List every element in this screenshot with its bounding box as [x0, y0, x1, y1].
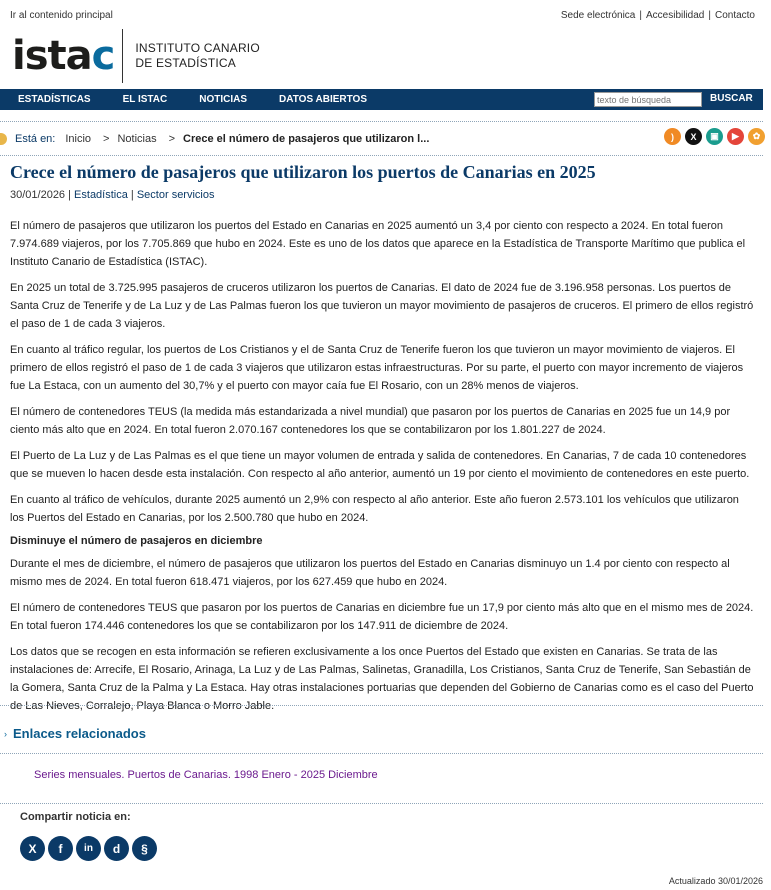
delicious-icon[interactable]: d: [104, 836, 129, 861]
logo-name-line1: INSTITUTO CANARIO: [135, 41, 260, 55]
paragraph: En cuanto al tráfico de vehículos, durante 2025 aumentó un 2,9% con respecto al año anterior. Este año fueron 2.573.101 los vehículos que utilizaron los Puertos del Estado en Canarias, por los 2.500.780 que hubo en 2024.: [10, 494, 739, 524]
social-links: [664, 128, 765, 145]
divider: [0, 753, 763, 754]
breadcrumb-inicio[interactable]: Inicio: [65, 133, 92, 145]
paragraph: El número de pasajeros que utilizaron los puertos del Estado en Canarias en 2025 aumentó un 3,4 por ciento con respecto a 2024. En total fueron 7.974.689 viajeros, por los 7.705.869 que hubo en 2024. Este es uno de los datos que aparece en la Estadística de Transporte Marítimo que publica el Instituto Canario de Estadística (ISTAC).: [10, 220, 746, 268]
x-icon[interactable]: X: [685, 128, 702, 145]
nav-datos-abiertos[interactable]: DATOS ABIERTOS: [279, 94, 368, 105]
search-input[interactable]: [594, 92, 702, 107]
breadcrumb-noticias[interactable]: Noticias: [117, 133, 157, 145]
paragraph: Durante el mes de diciembre, el número de pasajeros que utilizaron los puertos del Estado en Canarias disminuyo un 1.4 por ciento con respecto al mismo mes de 2024. En total fueron 618.471 viajeros, por los 627.459 que hubo en 2024.: [10, 558, 730, 588]
share-icons: [20, 836, 157, 861]
divider: [0, 705, 763, 706]
category-estadistica-link[interactable]: Estadística: [74, 189, 128, 201]
article-title: Crece el número de pasajeros que utilizaron los puertos de Canarias en 2025: [10, 162, 596, 182]
breadcrumb-label: Está en:: [15, 133, 56, 145]
chevron-right-icon: ›: [4, 728, 7, 739]
logo-institution-name: [135, 41, 260, 71]
accesibilidad-link[interactable]: Accesibilidad: [645, 10, 705, 21]
sede-electronica-link[interactable]: Sede electrónica: [560, 10, 636, 21]
x-icon[interactable]: X: [20, 836, 45, 861]
search-button[interactable]: BUSCAR: [710, 93, 753, 104]
related-links-title: Enlaces relacionados: [13, 726, 146, 741]
paragraph: Los datos que se recogen en esta información se refieren exclusivamente a los once Puertos del Estado que existen en Canarias. Se trata de las instalaciones de: Arrecife, El Rosario, Arinaga, La Luz y de Las Palmas, Salinetas, Granadilla, Los Cristianos, Santa Cruz de Tenerife, San Sebastián de la Gomera, Santa Cruz de la Palma y La Estaca. Hay otras instalaciones portuarias que dependen del Gobierno de Canarias como es el caso del Puerto de Las Nieves, Corralejo, Playa Blanca o Morro Jable.: [10, 646, 754, 712]
istac-logo[interactable]: [12, 28, 260, 84]
nav-estadisticas[interactable]: ESTADÍSTICAS: [18, 94, 91, 105]
related-links-header: [4, 726, 146, 741]
logo-word: ista: [12, 33, 92, 79]
logo-divider: [122, 29, 123, 83]
breadcrumb-marker: [0, 133, 7, 145]
last-updated: Actualizado 30/01/2026: [668, 876, 763, 886]
paragraph: El número de contenedores TEUS que pasaron por los puertos de Canarias en diciembre fue un 17,9 por ciento más alto que en el mismo mes de 2024. En total fueron 174.446 contenedores los que se contabilizaron por los 147.911 de diciembre de 2024.: [10, 602, 754, 632]
logo-letter: c: [91, 33, 115, 79]
flickr-icon[interactable]: ✿: [748, 128, 765, 145]
breadcrumb-separator: >: [168, 133, 176, 145]
skip-to-content-link[interactable]: Ir al contenido principal: [10, 10, 113, 21]
subheading: Disminuye el número de pasajeros en diciembre: [10, 535, 263, 547]
breadcrumb: [0, 127, 771, 151]
divider: [0, 155, 763, 156]
related-link-series-mensuales[interactable]: Series mensuales. Puertos de Canarias. 1998 Enero - 2025 Diciembre: [34, 769, 378, 781]
paragraph: El número de contenedores TEUS (la medida más estandarizada a nivel mundial) que pasaron por los puertos de Canarias en 2025 fue un 14,9 por ciento más alto que en 2024. En total fueron 2.070.167 contenedores los que se contabilizaron por los 1.801.227 de 2024.: [10, 406, 731, 436]
article-meta: 30/01/2026 | Estadística | Sector servicios: [10, 189, 215, 201]
contacto-link[interactable]: Contacto: [714, 10, 755, 21]
paragraph: El Puerto de La Luz y de Las Palmas es el que tiene un mayor volumen de entrada y salida de contenedores. En Canarias, 7 de cada 10 contenedores que se mueven lo hacen desde esta instalación. Con respecto al año anterior, aumentó un 19 por ciento el movimiento de contenedores en este puerto.: [10, 450, 750, 480]
linkedin-icon[interactable]: in: [76, 836, 101, 861]
paragraph: En cuanto al tráfico regular, los puertos de Los Cristianos y el de Santa Cruz de Tenerife fueron los que tuvieron un mayor movimiento de viajeros. El primero de ellos registró el paso de 1 de cada 3 viajeros que utilizaron estas infraestructuras. Por su parte, el puerto con mayor incremento de viajeros fue La Estaca, con un aumento del 30,7% y el puerto con mayor caía fue El Rosario, con un 28% menos de viajeros.: [10, 344, 744, 392]
breadcrumb-separator: >: [103, 133, 110, 145]
article: [10, 162, 755, 715]
article-date: 30/01/2026: [10, 189, 66, 201]
divider: [0, 121, 763, 122]
meneame-icon[interactable]: §: [132, 836, 157, 861]
separator: |: [708, 10, 711, 21]
nav-el-istac[interactable]: EL ISTAC: [122, 94, 168, 105]
rss-icon[interactable]: ): [664, 128, 681, 145]
divider: [0, 803, 763, 804]
category-sector-servicios-link[interactable]: Sector servicios: [136, 189, 215, 201]
logo-name-line2: DE ESTADÍSTICA: [135, 56, 236, 70]
main-navbar: [0, 89, 763, 110]
nav-noticias[interactable]: NOTICIAS: [199, 94, 248, 105]
breadcrumb-current: Crece el número de pasajeros que utilizaron l...: [183, 133, 430, 145]
youtube-icon[interactable]: ▶: [727, 128, 744, 145]
share-title: Compartir noticia en:: [20, 811, 131, 823]
separator: |: [639, 10, 642, 21]
facebook-icon[interactable]: f: [48, 836, 73, 861]
bus-icon[interactable]: ▣: [706, 128, 723, 145]
top-links: [561, 10, 755, 21]
article-body: [10, 217, 755, 715]
logo-wordmark: [12, 33, 114, 79]
paragraph: En 2025 un total de 3.725.995 pasajeros de cruceros utilizaron los puertos de Canarias. El dato de 2024 fue de 3.196.958 personas. Los puertos de Santa Cruz de Tenerife y de La Luz y de Las Palmas fueron los que tuvieron un mayor movimiento de pasajeros de cruceros. El primero de ellos registró el paso de 1 de cada 3 viajeros.: [10, 282, 754, 330]
